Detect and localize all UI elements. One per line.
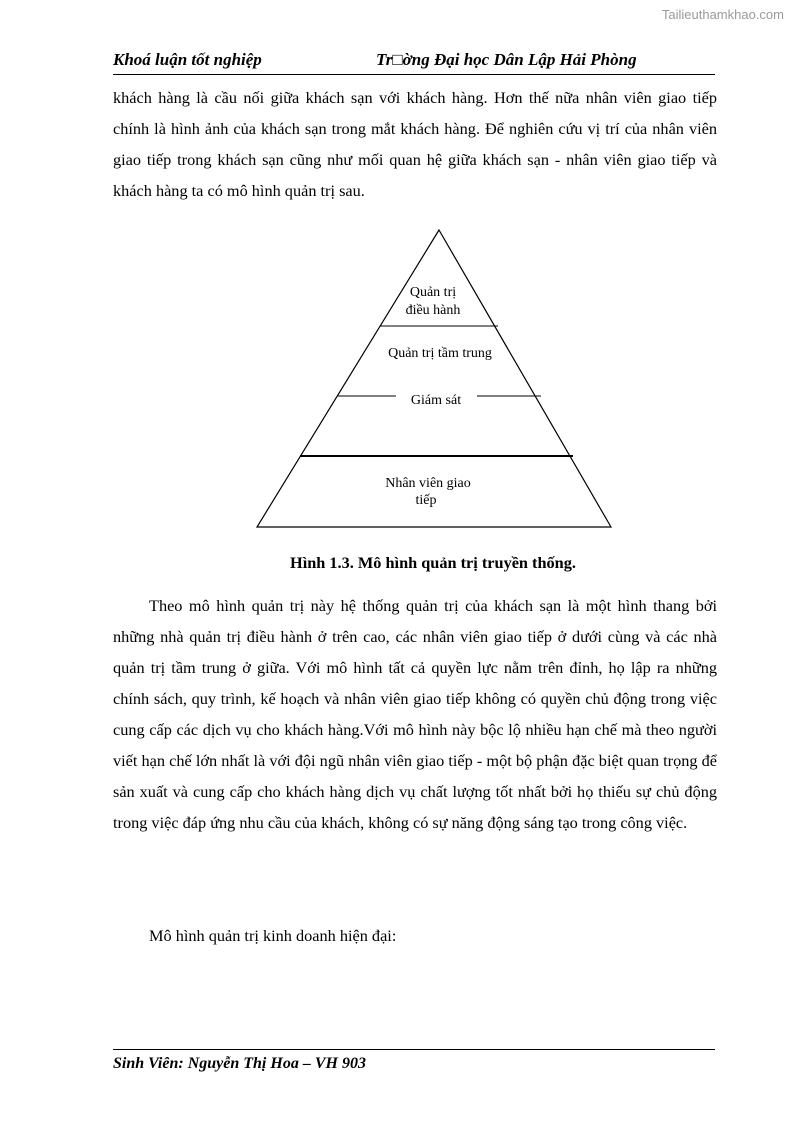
header-university: Tr□ờng Đại học Dân Lập Hải Phòng xyxy=(376,50,637,69)
pyramid-diagram xyxy=(250,225,620,535)
page-footer: Sinh Viên: Nguyễn Thị Hoa – VH 903 xyxy=(113,1055,366,1072)
level-executive-label-2: điều hành xyxy=(405,303,461,318)
level-supervision-label: Giám sát xyxy=(410,393,462,408)
figure-caption: Hình 1.3. Mô hình quản trị truyền thống. xyxy=(290,553,576,572)
watermark: Tailieuthamkhao.com xyxy=(661,7,784,22)
footer-divider xyxy=(113,1049,715,1050)
header-thesis-title: Khoá luận tốt nghiệp xyxy=(113,50,262,69)
body-paragraph-1: khách hàng là cầu nối giữa khách sạn với khách hàng. Hơn thế nữa nhân viên giao tiếp chính là hình ảnh của khách sạn trong mắt khách hàng. Để nghiên cứu vị trí của nhân viên giao tiếp trong khách sạn cũng như mối quan hệ giữa khách sạn - nhân viên giao tiếp và khách hàng ta có mô hình quản trị sau. xyxy=(113,88,717,200)
level-staff-label-2: tiếp xyxy=(415,493,437,508)
body-paragraph-2: Theo mô hình quản trị này hệ thống quản trị của khách sạn là một hình thang bởi những nhà quản trị điều hành ở trên cao, các nhân viên giao tiếp ở dưới cùng và các nhà quản trị tầm trung ở giữa. Với mô hình tất cả quyền lực nằm trên đỉnh, họ lập ra những chính sách, quy trình, kế hoạch và nhân viên giao tiếp không có quyền chủ động trong việc cung cấp các dịch vụ cho khách hàng.Với mô hình này bộc lộ nhiều hạn chế mà theo người viết hạn chế lớn nhất là với đội ngũ nhân viên giao tiếp - một bộ phận đặc biệt quan trọng để sản xuất và cung cấp cho khách hàng dịch vụ chất lượng tốt nhất bởi họ thiếu sự chủ động trong việc đáp ứng nhu cầu của khách, không có sự năng động sáng tạo trong công việc. xyxy=(113,596,717,832)
body-paragraph-3: Mô hình quản trị kinh doanh hiện đại: xyxy=(149,926,397,945)
header-divider xyxy=(113,74,715,75)
level-executive-label-1: Quản trị xyxy=(409,285,457,300)
level-staff-label-1: Nhân viên giao xyxy=(385,476,471,491)
page-header xyxy=(113,50,713,72)
level-middle-label: Quản trị tầm trung xyxy=(388,346,492,361)
